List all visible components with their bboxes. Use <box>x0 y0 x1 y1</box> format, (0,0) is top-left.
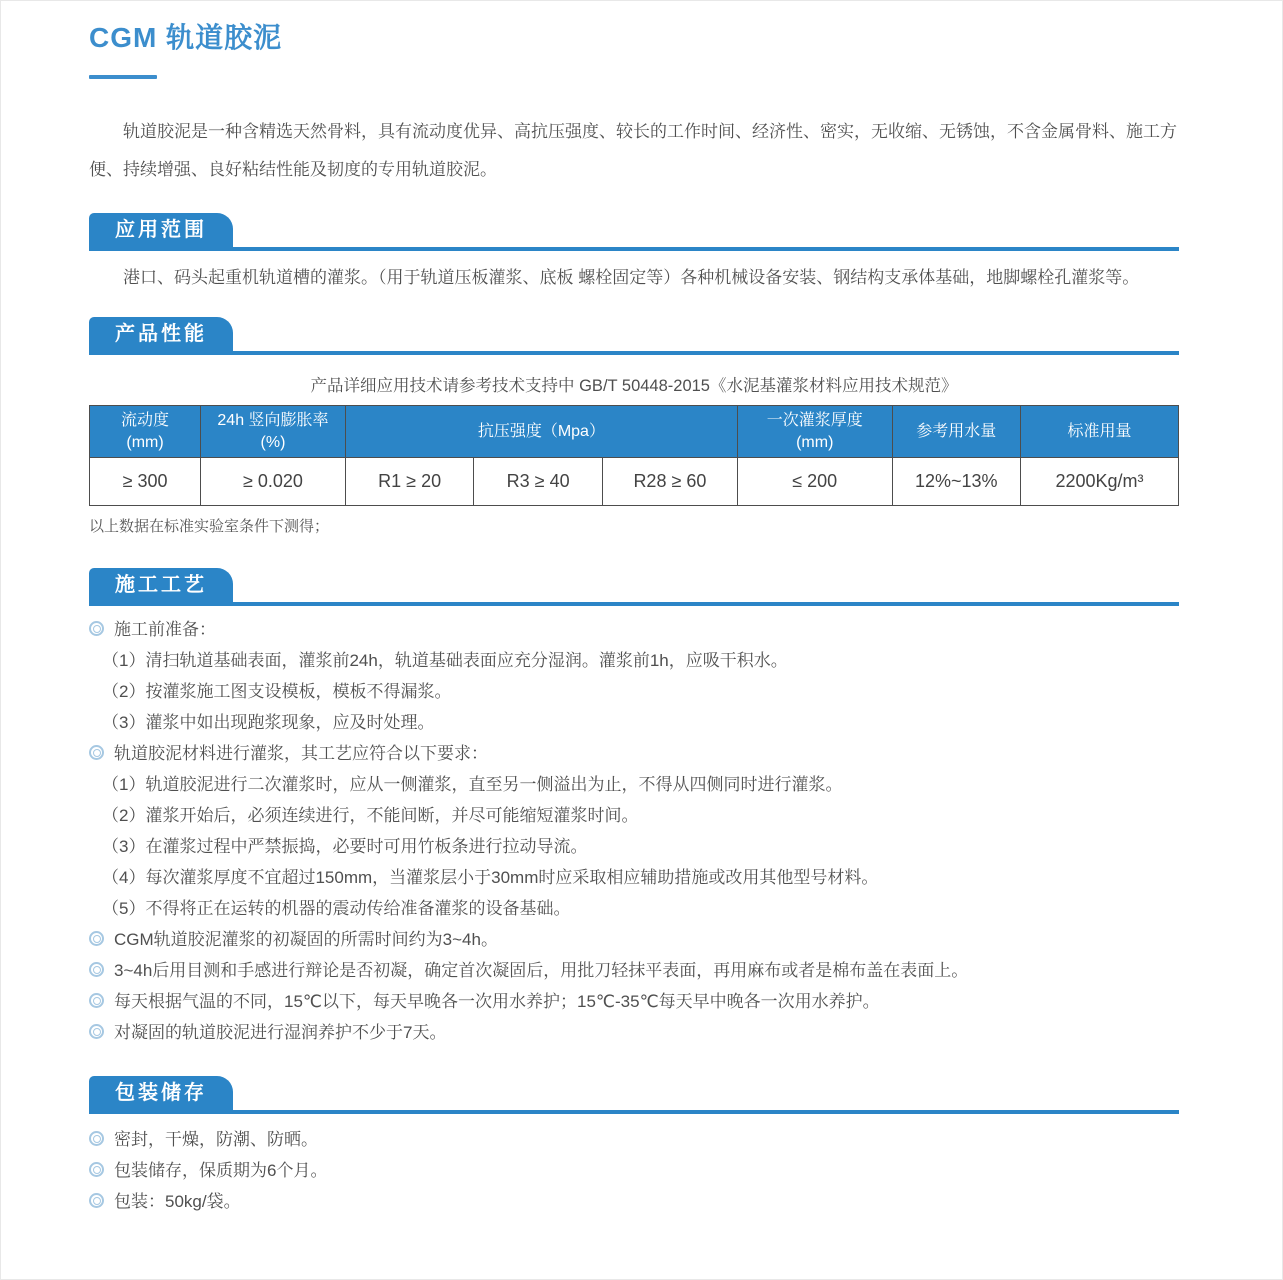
packaging-item <box>89 1192 1179 1211</box>
cell-strength-r28: R28 ≥ 60 <box>602 458 737 506</box>
process-item <box>89 961 1179 980</box>
process-item-text: 轨道胶泥材料进行灌浆，其工艺应符合以下要求： <box>114 744 488 763</box>
process-item <box>89 930 1179 949</box>
process-item-text: （4）每次灌浆厚度不宜超过150mm，当灌浆层小于30mm时应采取相应辅助措施或改用其他型号材料。 <box>102 868 879 887</box>
process-item <box>89 899 1179 918</box>
bullseye-bullet-icon <box>89 1193 104 1208</box>
bullseye-bullet-icon <box>89 621 104 636</box>
table-data-row <box>90 458 1179 506</box>
packaging-item-list <box>89 1130 1179 1211</box>
process-item <box>89 620 1179 639</box>
table-footnote: 以上数据在标准实验室条件下测得； <box>89 518 330 535</box>
process-item-text: CGM轨道胶泥灌浆的初凝固的所需时间约为3~4h。 <box>114 930 498 949</box>
packaging-item-text: 包装：50kg/袋。 <box>114 1192 241 1211</box>
section-badge-packaging: 包装储存 <box>89 1076 233 1110</box>
col-header-compressive-strength: 抗压强度（Mpa） <box>345 406 737 458</box>
col-header-flowability: 流动度 (mm) <box>90 406 201 458</box>
process-item <box>89 651 1179 670</box>
packaging-item-text: 密封，干燥，防潮、防晒。 <box>114 1130 318 1149</box>
cell-flowability: ≥ 300 <box>90 458 201 506</box>
cell-expansion: ≥ 0.020 <box>201 458 346 506</box>
process-item <box>89 744 1179 763</box>
bullseye-bullet-icon <box>89 993 104 1008</box>
col-header-grout-thickness: 一次灌浆厚度 (mm) <box>737 406 892 458</box>
section-header-packaging <box>89 1076 1179 1114</box>
bullseye-bullet-icon <box>89 1024 104 1039</box>
performance-spec-table <box>89 405 1179 506</box>
process-item-text: （3）在灌浆过程中严禁振捣，必要时可用竹板条进行拉动导流。 <box>102 837 588 856</box>
section-badge-performance: 产品性能 <box>89 317 233 351</box>
process-item <box>89 713 1179 732</box>
process-item <box>89 682 1179 701</box>
col-header-standard-dosage: 标准用量 <box>1021 406 1179 458</box>
section-header-scope <box>89 213 1179 251</box>
section-header-process <box>89 568 1179 606</box>
bullseye-bullet-icon <box>89 745 104 760</box>
intro-paragraph: 轨道胶泥是一种含精选天然骨料，具有流动度优异、高抗压强度、较长的工作时间、经济性、密实，无收缩、无锈蚀，不含金属骨料、施工方便、持续增强、良好粘结性能及韧度的专用轨道胶泥。 <box>89 122 1177 179</box>
process-item-text: 对凝固的轨道胶泥进行湿润养护不少于7天。 <box>114 1023 447 1042</box>
packaging-item-text: 包装储存，保质期为6个月。 <box>114 1161 328 1180</box>
packaging-item <box>89 1161 1179 1180</box>
process-item-text: （1）清扫轨道基础表面，灌浆前24h，轨道基础表面应充分湿润。灌浆前1h，应吸干积水。 <box>102 651 788 670</box>
document-page <box>1 1 1282 1211</box>
table-header-row <box>90 406 1179 458</box>
process-item <box>89 992 1179 1011</box>
packaging-item <box>89 1130 1179 1149</box>
bullseye-bullet-icon <box>89 931 104 946</box>
section-header-performance <box>89 317 1179 355</box>
cell-strength-r1: R1 ≥ 20 <box>345 458 474 506</box>
col-header-water-usage: 参考用水量 <box>892 406 1021 458</box>
process-item-text: （1）轨道胶泥进行二次灌浆时，应从一侧灌浆，直至另一侧溢出为止，不得从四侧同时进行灌浆。 <box>102 775 843 794</box>
cell-standard-dosage: 2200Kg/m³ <box>1021 458 1179 506</box>
process-item <box>89 837 1179 856</box>
process-item <box>89 806 1179 825</box>
bullseye-bullet-icon <box>89 1162 104 1177</box>
section-badge-scope: 应用范围 <box>89 213 233 247</box>
col-header-expansion: 24h 竖向膨胀率 (%) <box>201 406 346 458</box>
process-item <box>89 868 1179 887</box>
process-item-text: （2）灌浆开始后，必须连续进行，不能间断，并尽可能缩短灌浆时间。 <box>102 806 639 825</box>
cell-strength-r3: R3 ≥ 40 <box>474 458 603 506</box>
process-item-text: 3~4h后用目测和手感进行辩论是否初凝，确定首次凝固后，用批刀轻抹平表面，再用麻布或者是棉布盖在表面上。 <box>114 961 969 980</box>
page-title: CGM 轨道胶泥 <box>89 22 283 53</box>
process-item-text: （2）按灌浆施工图支设模板，模板不得漏浆。 <box>102 682 452 701</box>
bullseye-bullet-icon <box>89 962 104 977</box>
process-item <box>89 1023 1179 1042</box>
process-item <box>89 775 1179 794</box>
standard-reference-note: 产品详细应用技术请参考技术支持中 GB/T 50448-2015《水泥基灌浆材料应用技术规范》 <box>310 377 958 395</box>
bullseye-bullet-icon <box>89 1131 104 1146</box>
section-badge-process: 施工工艺 <box>89 568 233 602</box>
scope-body-text: 港口、码头起重机轨道槽的灌浆。（用于轨道压板灌浆、底板 螺栓固定等）各种机械设备安装、钢结构支承体基础，地脚螺栓孔灌浆等。 <box>123 268 1140 287</box>
cell-water-usage: 12%~13% <box>892 458 1021 506</box>
cell-grout-thickness: ≤ 200 <box>737 458 892 506</box>
process-item-text: 施工前准备： <box>114 620 216 639</box>
process-item-text: （5）不得将正在运转的机器的震动传给准备灌浆的设备基础。 <box>102 899 571 918</box>
process-item-text: （3）灌浆中如出现跑浆现象，应及时处理。 <box>102 713 435 732</box>
process-item-list <box>89 620 1179 1042</box>
title-underline <box>89 75 157 79</box>
process-item-text: 每天根据气温的不同，15℃以下，每天早晚各一次用水养护；15℃-35℃每天早中晚各一次用水养护。 <box>114 992 880 1011</box>
